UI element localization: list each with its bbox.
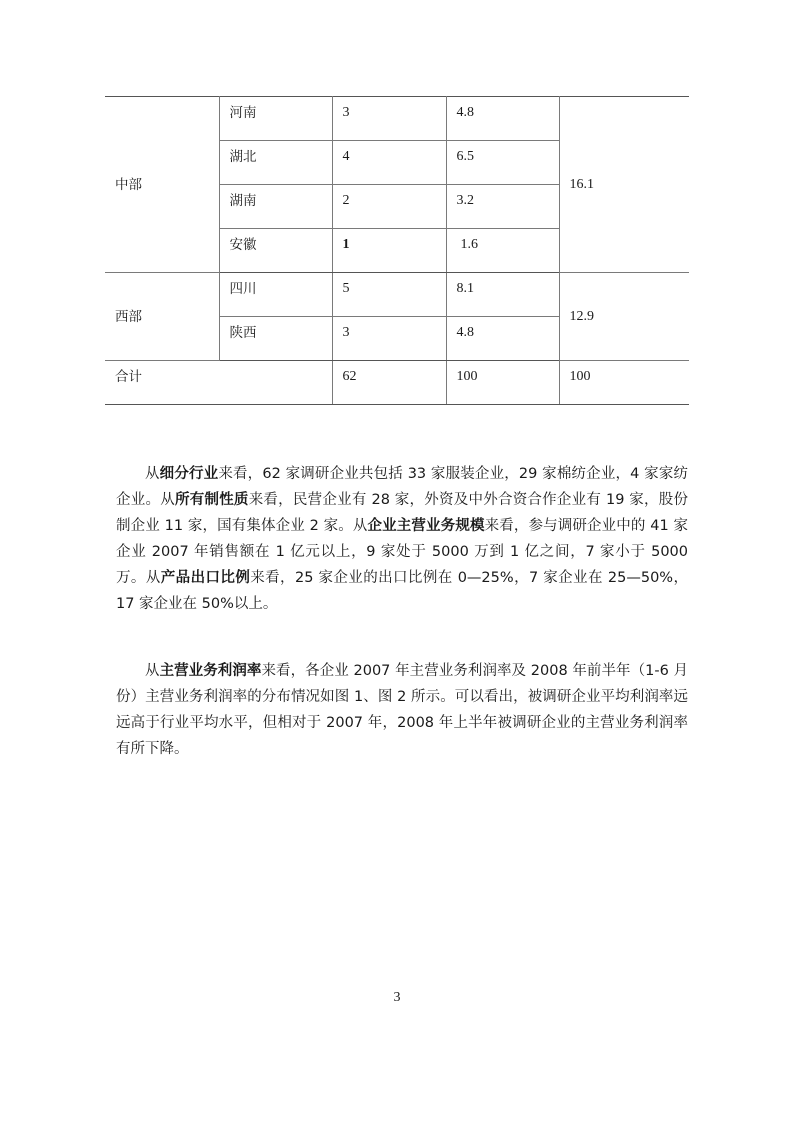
count-cell: 1: [332, 229, 446, 273]
province-cell: 四川: [219, 273, 332, 317]
percent-cell: 3.2: [446, 185, 559, 229]
text-run: 从: [145, 466, 160, 482]
count-cell: 5: [332, 273, 446, 317]
total-count-cell: 62: [332, 361, 446, 405]
total-label-cell: 合计: [105, 361, 332, 405]
bold-term: 所有制性质: [174, 492, 249, 508]
table-row: [105, 97, 689, 141]
region-cell-west: 西部: [105, 273, 219, 361]
text-run: 从: [145, 663, 160, 679]
bold-term: 细分行业: [159, 466, 219, 482]
table-row-total: [105, 361, 689, 405]
count-cell: 3: [332, 97, 446, 141]
province-cell: 湖南: [219, 185, 332, 229]
paragraph-profit-margin: [116, 658, 688, 762]
bold-term: 主营业务利润率: [159, 663, 262, 679]
region-share-cell: 12.9: [559, 273, 689, 361]
province-cell: 河南: [219, 97, 332, 141]
count-cell: 3: [332, 317, 446, 361]
province-cell: 湖北: [219, 141, 332, 185]
percent-cell: 6.5: [446, 141, 559, 185]
percent-cell: 4.8: [446, 97, 559, 141]
province-cell: 安徽: [219, 229, 332, 273]
count-cell: 2: [332, 185, 446, 229]
total-share-cell: 100: [559, 361, 689, 405]
text-run: 来看，各企业 2007 年主营业务利润率及 2008 年前半年（1-6 月份）主营业务利润率的分布情况如图 1、图 2 所示。可以看出，被调研企业平均利润率远远高于行业平均水平，但相对于 2007 年，2008 年上半年被调研企业的主营业务利润率有所下降。: [116, 663, 689, 757]
page-number: 3: [393, 990, 401, 1005]
count-cell: 4: [332, 141, 446, 185]
bold-term: 产品出口比例: [160, 570, 251, 586]
total-percent-cell: 100: [446, 361, 559, 405]
table-row: [105, 273, 689, 317]
percent-cell: 1.6: [446, 229, 559, 273]
text-run: 来看，25 家企业的出口比例在 0—25%，7 家企业在 25—50%，17 家企业在 50%以上。: [116, 570, 689, 612]
paragraph-enterprise-profile: [116, 461, 688, 617]
province-cell: 陕西: [219, 317, 332, 361]
bold-term: 企业主营业务规模: [367, 518, 485, 534]
region-cell-central: 中部: [105, 97, 219, 273]
text-run: 来看，民营企业有 28 家，外资及中外合资合作企业有 19 家，股份制企业 11 家，国有集体企业 2 家。从: [116, 492, 689, 534]
region-share-cell: 16.1: [559, 97, 689, 273]
percent-cell: 8.1: [446, 273, 559, 317]
region-statistics-table: [105, 96, 689, 405]
text-run: 来看，参与调研企业中的 41 家企业 2007 年销售额在 1 亿元以上，9 家处于 5000 万到 1 亿之间，7 家小于 5000 万。从: [116, 518, 688, 586]
text-run: 来看，62 家调研企业共包括 33 家服装企业，29 家棉纺企业，4 家家纺企业。从: [116, 466, 689, 508]
percent-cell: 4.8: [446, 317, 559, 361]
